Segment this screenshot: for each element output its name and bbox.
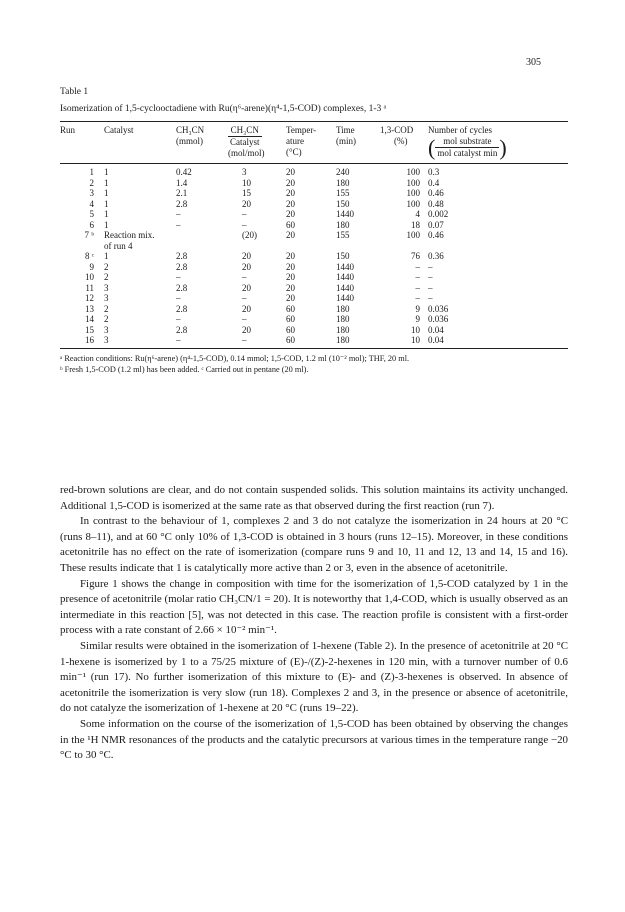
- cell-catalyst: Reaction mix.: [104, 230, 155, 240]
- cell-ch3cn: –: [176, 335, 181, 345]
- cell-run: 12: [85, 293, 94, 303]
- header-ratio-line3: (mol/mol): [228, 148, 265, 158]
- cell-cod: –: [415, 272, 420, 282]
- cell-cycles: 0.4: [428, 177, 440, 188]
- cell-ch3cn: 2.8: [176, 303, 188, 314]
- cell-cycles: 0.46: [428, 230, 444, 240]
- cell-cod: –: [415, 293, 420, 303]
- cell-catalyst: 3: [104, 293, 109, 303]
- cell-temp: 60: [286, 314, 295, 324]
- page-number: 305: [526, 57, 541, 68]
- header-cycles: [428, 122, 568, 161]
- cell-cod: –: [415, 282, 420, 293]
- header-ratio-line1: CH₃CN: [228, 125, 262, 137]
- cell-run: 3: [89, 188, 94, 198]
- header-cycles-num: mol substrate: [435, 136, 499, 148]
- header-ch3cn-mmol: [176, 122, 228, 161]
- table-row: [60, 272, 568, 283]
- table-row: [60, 209, 568, 220]
- header-cycles-den: mol catalyst min: [437, 148, 498, 158]
- cell-catalyst: 2: [104, 261, 109, 272]
- header-temp-line3: (°C): [286, 147, 302, 157]
- cell-run: 16: [85, 335, 94, 345]
- cell-cod: 10: [411, 324, 420, 335]
- cell-ratio: 20: [242, 251, 251, 261]
- table-1: [60, 86, 568, 375]
- cell-run: 14: [85, 314, 94, 324]
- cell-temp: 20: [286, 198, 295, 209]
- cell-cod: 100: [406, 167, 420, 177]
- paragraph-5: Some information on the course of the isomerization of 1,5-COD has been obtained by observing the changes in the ¹H NMR resonances of the products and the catalytic precursors at various times in the temperature range −20 °C to 30 °C.: [60, 717, 568, 762]
- cell-cod: 4: [415, 209, 420, 219]
- cell-ch3cn: 2.8: [176, 261, 188, 272]
- cell-cod: 76: [411, 251, 420, 261]
- cell-ratio: [228, 241, 286, 252]
- header-ratio: [228, 122, 286, 161]
- cell-cod: 10: [411, 335, 420, 345]
- header-ch3cn-mmol-line2: (mmol): [176, 136, 203, 146]
- cell-ch3cn: 0.42: [176, 167, 192, 177]
- cell-run: 1: [89, 167, 94, 177]
- cell-temp: [286, 241, 336, 252]
- table-row: [60, 283, 568, 294]
- header-temperature: [286, 122, 336, 161]
- cell-ratio: –: [242, 209, 247, 219]
- cell-temp: 60: [286, 219, 295, 230]
- cell-cycles: –: [428, 293, 433, 303]
- table-row: [60, 325, 568, 336]
- cell-time: 240: [336, 167, 350, 177]
- cell-catalyst: 1: [104, 198, 109, 209]
- cell-ratio: –: [242, 293, 247, 303]
- table-row: [60, 199, 568, 210]
- cell-cycles: 0.36: [428, 251, 444, 261]
- cell-ratio: 10: [242, 177, 251, 188]
- cell-cycles: 0.036: [428, 303, 449, 314]
- footnote-b-c: ᵇ Fresh 1,5-COD (1.2 ml) has been added. ᶜ Carried out in pentane (20 ml).: [60, 364, 309, 374]
- cell-time: 1440: [336, 293, 354, 303]
- header-cod-line2: (%): [394, 136, 408, 146]
- cell-cycles: 0.04: [428, 335, 444, 345]
- cell-cycles: 0.07: [428, 219, 444, 230]
- cell-catalyst: 2: [104, 303, 109, 314]
- cell-cycles: 0.04: [428, 324, 444, 335]
- data-table: [60, 122, 568, 346]
- cell-cod: 100: [406, 188, 420, 198]
- cell-catalyst: 1: [104, 167, 109, 177]
- cell-ch3cn: 2.8: [176, 324, 188, 335]
- cell-run: 9: [89, 261, 94, 272]
- cell-cycles: 0.48: [428, 198, 444, 209]
- cell-ratio: –: [242, 272, 247, 282]
- table-row: [60, 188, 568, 199]
- cell-cycles: 0.002: [428, 209, 449, 219]
- header-ch3cn-mmol-line1: CH₃CN: [176, 125, 205, 135]
- cell-catalyst: 1: [104, 177, 109, 188]
- cell-time: [336, 241, 380, 252]
- header-catalyst: Catalyst: [104, 125, 134, 135]
- cell-cycles: 0.036: [428, 314, 449, 324]
- cell-temp: 20: [286, 261, 295, 272]
- cell-ch3cn: 2.8: [176, 198, 188, 209]
- cell-temp: 20: [286, 293, 295, 303]
- cell-time: 180: [336, 303, 350, 314]
- paragraph-3: Figure 1 shows the change in composition with time for the isomerization of 1,5-COD catalyzed by 1 in the presence of acetonitrile (molar ratio CH₃CN/1 = 20). It is noteworthy that 1,4-COD, which is usually observed as an intermediate in this reaction [5], was not detected in this case. The reaction profile is consistent with a first-order process with a rate constant of 2.66 × 10⁻² min⁻¹.: [60, 577, 568, 637]
- cell-temp: 20: [286, 209, 295, 219]
- cycles-fraction: ( $\frac{\text{mol substrate}}{\text{mol catalyst min}}$ ): [428, 134, 507, 160]
- cell-temp: 60: [286, 303, 295, 314]
- header-cod: [380, 122, 428, 161]
- cell-temp: 20: [286, 188, 295, 198]
- cell-run: [60, 241, 104, 252]
- header-temp-line1: Temper-: [286, 125, 317, 135]
- cell-cycles: –: [428, 282, 433, 293]
- cell-ratio: 3: [242, 167, 247, 177]
- cell-temp: 20: [286, 167, 295, 177]
- cell-run: 6: [89, 219, 94, 230]
- footnote-a: ᵃ Reaction conditions: Ru(η⁶-arene) (η⁴-1,5-COD), 0.14 mmol; 1,5-COD, 1.2 ml (10⁻² mol); THF, 20 ml.: [60, 353, 410, 363]
- cell-time: 180: [336, 335, 350, 345]
- header-cod-line1: 1,3-COD: [380, 125, 414, 135]
- cell-time: 1440: [336, 261, 354, 272]
- cell-temp: 60: [286, 324, 295, 335]
- cell-cycles: [428, 241, 568, 252]
- cell-ch3cn: 2.1: [176, 188, 188, 198]
- cell-catalyst: 1: [104, 209, 109, 219]
- paragraph-2: In contrast to the behaviour of 1, complexes 2 and 3 do not catalyze the isomerization in 24 hours at 20 °C (runs 8–11), and at 60 °C only 10% of 1,3-COD is obtained in 3 hours (runs 12–15). Moreover, in these conditions acetonitrile has no effect on the rate of isomerization (compare runs 9 and 10, 11 and 12, 13 and 14, 15 and 16). These results indicate that 1 is catalytically more active than 2 or 3, even in the absence of acetonitrile.: [60, 515, 568, 574]
- cell-run: 7 ᵇ: [84, 230, 94, 240]
- header-time-line1: Time: [336, 125, 355, 135]
- cell-time: 1440: [336, 272, 354, 282]
- cell-temp: 20: [286, 272, 295, 282]
- cell-run: 13: [85, 303, 94, 314]
- table-row: [60, 230, 568, 241]
- cell-run: 10: [85, 272, 94, 282]
- paragraph-1: red-brown solutions are clear, and do not contain suspended solids. This solution maintains its activity unchanged. Additional 1,5-COD is isomerized at the same rate as that observed during the first reaction (run 7).: [60, 484, 568, 512]
- table-caption: Isomerization of 1,5-cyclooctadiene with Ru(η⁶-arene)(η⁴-1,5-COD) complexes, 1-3 ᵃ: [60, 104, 387, 114]
- cell-time: 1440: [336, 209, 354, 219]
- cell-ch3cn: 1.4: [176, 177, 188, 188]
- table-row: [60, 178, 568, 189]
- cell-run: 8 ᶜ: [84, 251, 94, 261]
- cell-temp: 20: [286, 251, 295, 261]
- cell-cod: 18: [411, 219, 420, 230]
- cell-catalyst: 3: [104, 282, 109, 293]
- table-row: [60, 251, 568, 262]
- cell-cycles: 0.3: [428, 167, 440, 177]
- cell-time: 150: [336, 198, 350, 209]
- table-label: Table 1: [60, 87, 89, 97]
- table-row: [60, 314, 568, 325]
- cell-ratio: (20): [242, 230, 257, 240]
- cell-cycles: –: [428, 272, 433, 282]
- header-ratio-line2: Catalyst: [230, 137, 260, 147]
- cell-ratio: 20: [242, 282, 251, 293]
- header-cycles-line1: Number of cycles: [428, 125, 492, 135]
- header-temp-line2: ature: [286, 136, 304, 146]
- table-row: [60, 335, 568, 346]
- cell-run: 4: [89, 198, 94, 209]
- table-row: [60, 293, 568, 304]
- cell-catalyst: 1: [104, 219, 109, 230]
- cell-time: 180: [336, 324, 350, 335]
- cell-temp: 60: [286, 335, 295, 345]
- header-run: Run: [60, 125, 76, 135]
- cell-catalyst: 3: [104, 335, 109, 345]
- table-body: [60, 164, 568, 346]
- cell-cycles: –: [428, 261, 433, 272]
- cell-time: 155: [336, 230, 350, 240]
- cell-run: 11: [85, 282, 94, 293]
- cell-cycles: 0.46: [428, 188, 444, 198]
- header-time: [336, 122, 380, 161]
- cell-ch3cn: 2.8: [176, 282, 188, 293]
- cell-time: 180: [336, 314, 350, 324]
- cell-run: 15: [85, 324, 94, 335]
- header-time-line2: (min): [336, 136, 356, 146]
- cell-ratio: –: [242, 335, 247, 345]
- cell-time: 180: [336, 177, 350, 188]
- cell-ch3cn: [176, 241, 228, 252]
- cell-catalyst: 3: [104, 324, 109, 335]
- paragraph-4: Similar results were obtained in the isomerization of 1-hexene (Table 2). In the presence of acetonitrile at 20 °C 1-hexene is isomerized by 1 to a 75/25 mixture of (E)-/(Z)-2-hexenes in 120 min, with a turnover number of 0.6 min⁻¹ (run 17). No further isomerization of this mixture to (E)- and (Z)-3-hexenes is observed. In absence of acetonitrile the isomerization is very slow (run 18). Complexes 2 and 3, in the presence or absence of acetonitrile, do not catalyze the isomerization of 1-hexene at 20 °C (runs 19–22).: [60, 639, 568, 715]
- cell-ratio: 20: [242, 303, 251, 314]
- table-header-row: [60, 122, 568, 161]
- cell-catalyst: 1: [104, 251, 109, 261]
- table-row: [60, 304, 568, 315]
- cell-ratio: 20: [242, 261, 251, 272]
- cell-run: 5: [89, 209, 94, 219]
- cell-cod: 100: [406, 177, 420, 188]
- cell-cod: 100: [406, 230, 420, 240]
- cell-cod: 9: [415, 303, 420, 314]
- cell-temp: 20: [286, 177, 295, 188]
- cell-ch3cn: –: [176, 219, 181, 230]
- cell-ratio: –: [242, 314, 247, 324]
- cell-temp: 20: [286, 230, 295, 240]
- cell-time: 150: [336, 251, 350, 261]
- cell-ratio: 20: [242, 324, 251, 335]
- body-text: [60, 483, 568, 764]
- cell-ratio: 15: [242, 188, 251, 198]
- table-footnotes: [60, 353, 568, 375]
- table-row: [60, 220, 568, 231]
- cell-catalyst: 1: [104, 188, 109, 198]
- cell-ch3cn: –: [176, 314, 181, 324]
- table-bottom-rule: [60, 348, 568, 349]
- cell-temp: 20: [286, 282, 295, 293]
- table-row: [60, 262, 568, 273]
- cell-ratio: –: [242, 219, 247, 230]
- cell-ch3cn: –: [176, 209, 181, 219]
- cell-cod: –: [415, 261, 420, 272]
- cell-cod: 100: [406, 198, 420, 209]
- cell-ch3cn: 2.8: [176, 251, 188, 261]
- cell-cod: [380, 241, 428, 252]
- cell-run: 2: [89, 177, 94, 188]
- cell-ch3cn: [176, 230, 228, 241]
- cell-ch3cn: –: [176, 293, 181, 303]
- cell-time: 1440: [336, 282, 354, 293]
- cell-time: 180: [336, 219, 350, 230]
- cell-catalyst: of run 4: [104, 240, 133, 251]
- cell-ratio: 20: [242, 198, 251, 209]
- cell-catalyst: 2: [104, 314, 109, 324]
- table-row: [60, 164, 568, 178]
- cell-time: 155: [336, 188, 350, 198]
- ratio-fraction: [228, 125, 262, 148]
- cell-ch3cn: –: [176, 272, 181, 282]
- cell-catalyst: 2: [104, 272, 109, 282]
- cell-cod: 9: [415, 314, 420, 324]
- table-row: [60, 241, 568, 252]
